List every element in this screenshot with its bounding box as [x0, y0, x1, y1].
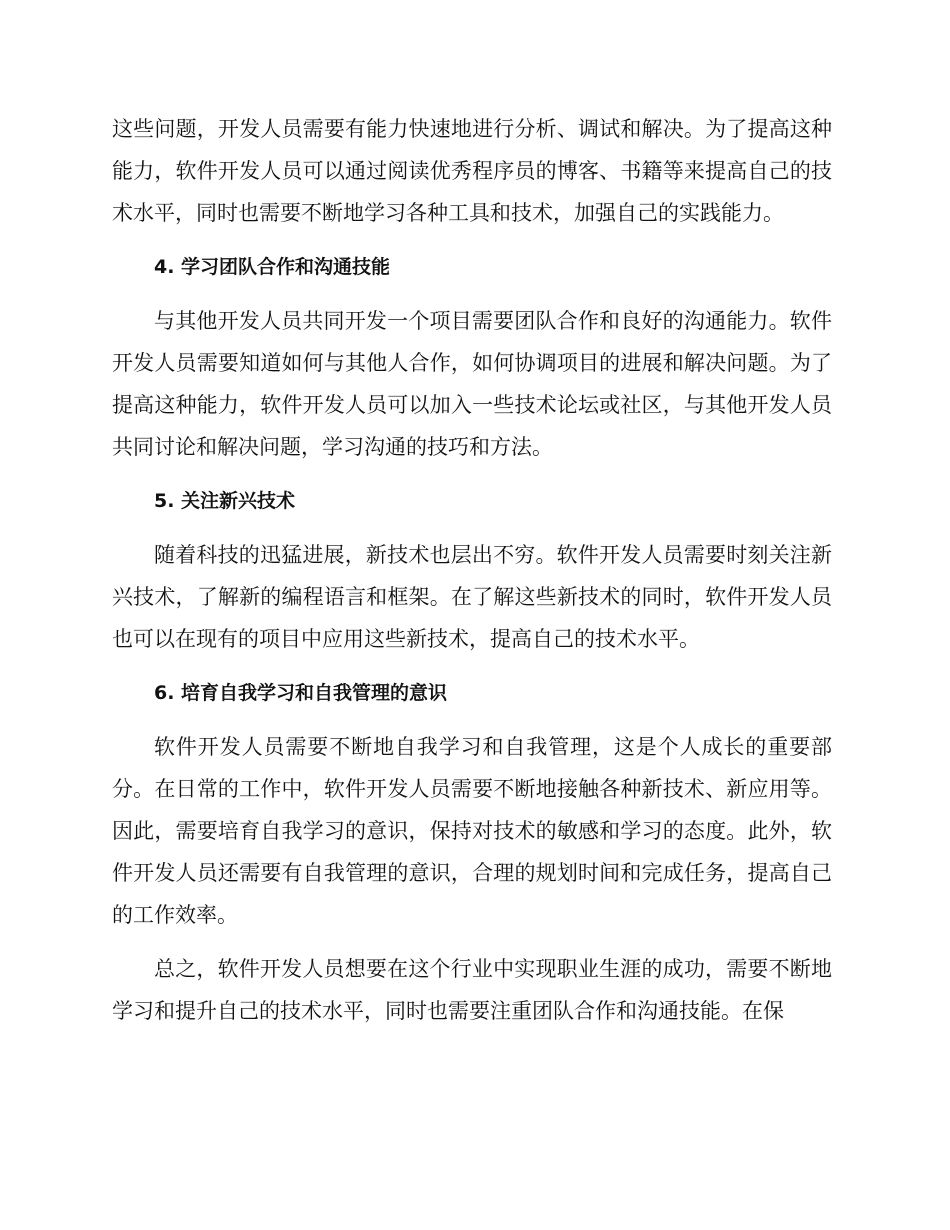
paragraph-continued: 这些问题，开发人员需要有能力快速地进行分析、调试和解决。为了提高这种能力，软件开发人员可以通过阅读优秀程序员的博客、书籍等来提高自己的技术水平，同时也需要不断地学习各种工具和技术，加强自己的实践能力。	[112, 117, 832, 225]
section-heading-5: 5. 关注新兴技术	[154, 490, 296, 512]
section-paragraph-6: 软件开发人员需要不断地自我学习和自我管理，这是个人成长的重要部分。在日常的工作中，软件开发人员需要不断地接触各种新技术、新应用等。因此，需要培育自我学习的意识，保持对技术的敏感和学习的态度。此外，软件开发人员还需要有自我管理的意识，合理的规划时间和完成任务，提高自己的工作效率。	[112, 735, 832, 927]
section-heading-6: 6. 培育自我学习和自我管理的意识	[154, 682, 448, 704]
conclusion-paragraph: 总之，软件开发人员想要在这个行业中实现职业生涯的成功，需要不断地学习和提升自己的技术水平，同时也需要注重团队合作和沟通技能。在保	[112, 957, 832, 1023]
document-body	[112, 108, 832, 1044]
section-heading-4: 4. 学习团队合作和沟通技能	[154, 256, 391, 278]
section-paragraph-4: 与其他开发人员共同开发一个项目需要团队合作和良好的沟通能力。软件开发人员需要知道如何与其他人合作，如何协调项目的进展和解决问题。为了提高这种能力，软件开发人员可以加入一些技术论坛或社区，与其他开发人员共同讨论和解决问题，学习沟通的技巧和方法。	[112, 309, 832, 459]
section-paragraph-5: 随着科技的迅猛进展，新技术也层出不穷。软件开发人员需要时刻关注新兴技术，了解新的编程语言和框架。在了解这些新技术的同时，软件开发人员也可以在现有的项目中应用这些新技术，提高自己的技术水平。	[112, 543, 832, 651]
